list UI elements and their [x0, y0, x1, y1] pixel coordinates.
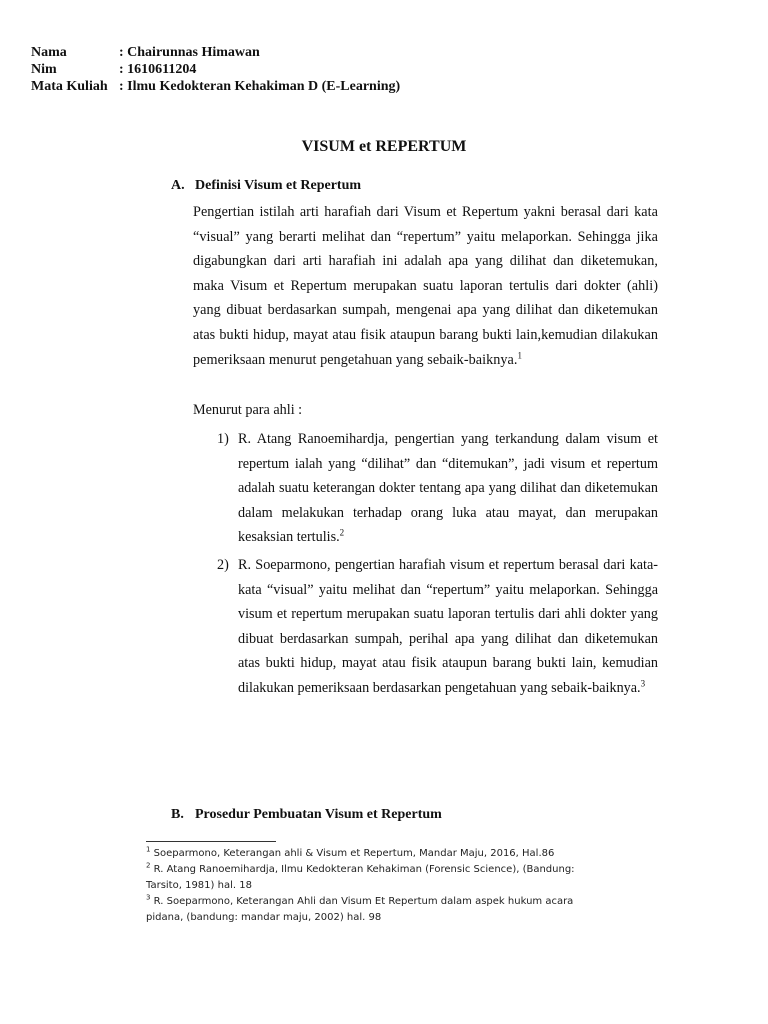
footnote-ref: 1: [517, 349, 523, 360]
list-item-text: R. Atang Ranoemihardja, pengertian yang terkandung dalam visum et repertum ialah yang “dilihat” dan “ditemukan”, jadi visum et repertum adalah suatu keterangan dokter tentang apa yang dilihat dan diketemukan dalam melakukan terhadap orang luka atau mayat, dan merupakan kesaksian tertulis.: [238, 431, 658, 546]
footnote-text: R. Atang Ranoemihardja, Ilmu Kedokteran Kehakiman (Forensic Science), (Bandung: Tarsito, 1981) hal. 18: [146, 864, 575, 891]
footnotes: [146, 846, 606, 926]
header-row-mata-kuliah: [31, 78, 400, 95]
footnote: [146, 846, 606, 862]
header-label: Nim: [31, 62, 57, 77]
list-text: [238, 553, 658, 701]
list-item-text: R. Soeparmono, pengertian harafiah visum et repertum berasal dari kata-kata “visual” yaitu melihat dan “repertum” yaitu melaporkan. Sehingga visum et repertum merupakan suatu laporan tertulis dari ahli dokter yang dibuat berdasarkan sumpah, perihal apa yang dilihat dan diketemukan atas bukti hidup, mayat atau fisik ataupun barang bukti lain, kemudian dilakukan pemeriksaan berdasarkan pengetahuan yang sebaik-baiknya.: [238, 557, 658, 696]
list-number: 2): [217, 557, 229, 573]
section-letter: B.: [171, 807, 184, 822]
section-title: Definisi Visum et Repertum: [195, 178, 362, 193]
experts-intro: Menurut para ahli :: [193, 402, 303, 418]
paragraph-text: Pengertian istilah arti harafiah dari Visum et Repertum yakni berasal dari kata “visual” yang berarti melihat dan “repertum” yaitu melaporkan. Sehingga jika digabungkan dari arti harafiah ini adalah apa yang dilihat dan diketemukan, maka Visum et Repertum merupakan suatu laporan tertulis dari dokter (ahli) yang dibuat berdasarkan sumpah, mengenai apa yang dilihat dan diketemukan atas bukti hidup, mayat atau fisik ataupun barang bukti lain,kemudian dilakukan pemeriksaan menurut pengetahuan yang sebaik-baiknya.: [193, 204, 658, 368]
footnote: [146, 862, 606, 894]
footnote-number: 3: [146, 893, 151, 902]
footnote-text: Soeparmono, Keterangan ahli & Visum et Repertum, Mandar Maju, 2016, Hal.86: [153, 848, 555, 859]
footnote-ref: 3: [640, 678, 646, 689]
footnote-number: 1: [146, 845, 151, 854]
header-value: : 1610611204: [119, 62, 197, 77]
header-label: Nama: [31, 45, 67, 60]
header-value: : Chairunnas Himawan: [119, 45, 260, 60]
header-label: Mata Kuliah: [31, 79, 108, 94]
student-info-header: [31, 44, 400, 95]
header-value: : Ilmu Kedokteran Kehakiman D (E-Learning): [119, 79, 401, 94]
footnote-text: R. Soeparmono, Keterangan Ahli dan Visum Et Repertum dalam aspek hukum acara pidana, (bandung: mandar maju, 2002) hal. 98: [146, 896, 574, 923]
header-row-nama: [31, 44, 400, 61]
section-b-heading: [171, 807, 442, 823]
footnote-separator: [146, 841, 276, 842]
footnote-number: 2: [146, 861, 151, 870]
footnote: [146, 894, 606, 926]
header-row-nim: [31, 61, 400, 78]
footnote-ref: 2: [339, 527, 345, 538]
definition-paragraph: [193, 200, 658, 372]
document-title: VISUM et REPERTUM: [301, 138, 467, 155]
section-a-heading: [171, 178, 361, 194]
list-text: [238, 427, 658, 550]
list-number: 1): [217, 431, 229, 447]
section-letter: A.: [171, 178, 185, 193]
section-title: Prosedur Pembuatan Visum et Repertum: [195, 807, 442, 822]
